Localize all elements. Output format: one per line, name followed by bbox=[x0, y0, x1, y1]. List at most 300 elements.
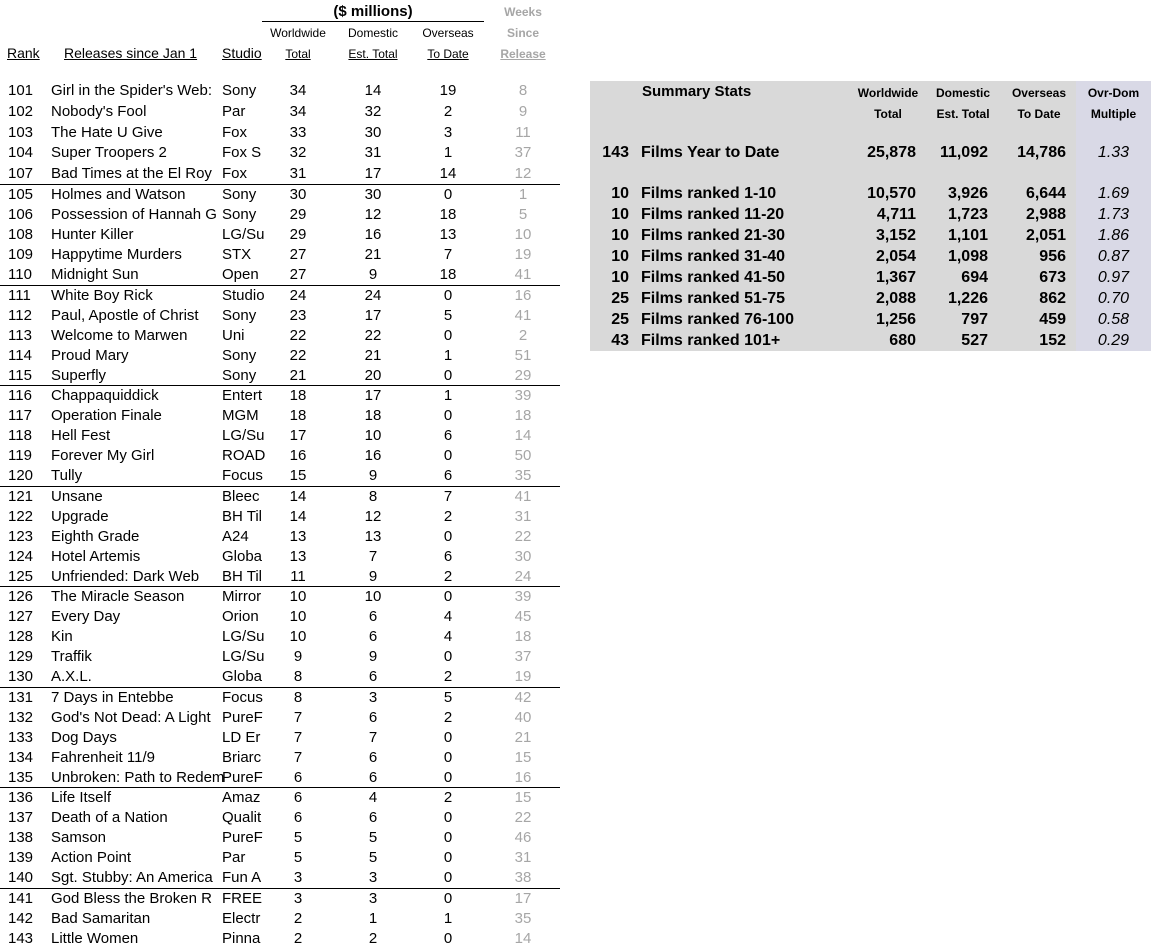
studio-cell: Amaz bbox=[222, 789, 261, 806]
summary-count: 25 bbox=[611, 290, 629, 307]
weeks-cell: 1 bbox=[518, 186, 528, 203]
rank-cell: 114 bbox=[8, 346, 32, 364]
weeks-cell: 39 bbox=[514, 387, 532, 404]
domestic-cell: 2 bbox=[368, 929, 378, 947]
summary-label: Films Year to Date bbox=[641, 144, 780, 161]
table-row bbox=[0, 889, 560, 909]
rank-cell: 142 bbox=[8, 909, 34, 927]
domestic-cell: 9 bbox=[368, 467, 378, 485]
studio-cell: Studio bbox=[222, 286, 265, 304]
title-cell: Midnight Sun bbox=[51, 266, 139, 284]
title-cell: Eighth Grade bbox=[51, 527, 140, 545]
summary-domestic: 1,098 bbox=[947, 248, 988, 265]
summary-row bbox=[590, 204, 1151, 225]
table-row bbox=[0, 667, 560, 687]
title-cell: Unbroken: Path to Redem bbox=[51, 768, 225, 786]
summary-label: Films ranked 51-75 bbox=[641, 290, 786, 307]
worldwide-cell: 14 bbox=[289, 487, 307, 505]
worldwide-cell: 34 bbox=[289, 102, 307, 120]
weeks-cell: 51 bbox=[514, 346, 532, 364]
weeks-cell: 45 bbox=[514, 608, 532, 626]
studio-cell: PureF bbox=[222, 708, 263, 726]
domestic-cell: 21 bbox=[364, 246, 382, 264]
studio-cell: Bleec bbox=[222, 487, 260, 505]
weeks-cell: 11 bbox=[515, 123, 531, 141]
studio-cell: Electr bbox=[222, 909, 261, 927]
worldwide-cell: 2 bbox=[293, 909, 303, 927]
title-cell: Life Itself bbox=[51, 789, 112, 806]
weeks-cell: 10 bbox=[514, 226, 532, 244]
summary-count: 10 bbox=[611, 248, 629, 265]
title-cell: Operation Finale bbox=[51, 407, 162, 425]
table-row bbox=[0, 808, 560, 828]
weeks-cell: 24 bbox=[514, 567, 532, 585]
rank-cell: 139 bbox=[8, 849, 34, 867]
summary-worldwide: 2,088 bbox=[875, 290, 916, 307]
summary-ovs-header-1: Overseas bbox=[1011, 86, 1067, 100]
rank-cell: 123 bbox=[8, 527, 34, 545]
studio-cell: Sony bbox=[222, 186, 257, 203]
summary-label: Films ranked 1-10 bbox=[641, 185, 777, 202]
title-cell: The Hate U Give bbox=[51, 123, 163, 141]
summary-mult-header-1: Ovr-Dom bbox=[1087, 86, 1140, 100]
summary-multiple: 1.33 bbox=[1097, 144, 1130, 161]
overseas-cell: 1 bbox=[443, 346, 453, 364]
rank-cell: 124 bbox=[8, 547, 34, 565]
table-row bbox=[0, 647, 560, 667]
worldwide-cell: 7 bbox=[293, 708, 303, 726]
rank-header: Rank bbox=[7, 45, 40, 61]
table-row bbox=[0, 728, 560, 748]
rank-cell: 113 bbox=[8, 326, 32, 344]
weeks-cell: 2 bbox=[518, 326, 528, 344]
rank-cell: 106 bbox=[8, 206, 34, 224]
weeks-cell: 22 bbox=[514, 527, 532, 545]
studio-cell: Fun A bbox=[222, 869, 262, 887]
overseas-cell: 19 bbox=[439, 82, 457, 99]
rank-cell: 103 bbox=[8, 123, 34, 141]
table-row bbox=[0, 386, 560, 406]
overseas-cell: 0 bbox=[443, 366, 453, 384]
worldwide-cell: 14 bbox=[289, 507, 307, 525]
worldwide-cell: 6 bbox=[293, 768, 303, 786]
title-cell: Holmes and Watson bbox=[51, 186, 186, 203]
overseas-cell: 0 bbox=[443, 447, 453, 465]
table-row bbox=[0, 828, 560, 848]
rank-cell: 112 bbox=[8, 306, 32, 324]
overseas-cell: 7 bbox=[443, 487, 453, 505]
domestic-cell: 30 bbox=[364, 123, 382, 141]
overseas-cell: 0 bbox=[443, 768, 453, 786]
weeks-cell: 41 bbox=[514, 266, 532, 284]
overseas-cell: 2 bbox=[443, 708, 453, 726]
studio-cell: Focus bbox=[222, 467, 263, 485]
overseas-cell: 0 bbox=[443, 829, 453, 847]
worldwide-cell: 7 bbox=[293, 728, 303, 746]
summary-worldwide: 2,054 bbox=[875, 248, 916, 265]
table-row bbox=[0, 306, 560, 326]
summary-domestic: 11,092 bbox=[939, 144, 988, 161]
rank-cell: 130 bbox=[8, 668, 34, 686]
studio-cell: Par bbox=[222, 102, 246, 120]
summary-count: 10 bbox=[611, 227, 629, 244]
summary-row bbox=[590, 246, 1151, 267]
weeks-cell: 30 bbox=[514, 547, 532, 565]
table-row bbox=[0, 788, 560, 808]
domestic-cell: 12 bbox=[364, 507, 382, 525]
weeks-cell: 5 bbox=[518, 206, 528, 224]
rank-cell: 134 bbox=[8, 748, 34, 766]
summary-multiple: 0.87 bbox=[1097, 248, 1130, 265]
studio-cell: FREE bbox=[222, 889, 263, 907]
overseas-cell: 4 bbox=[443, 608, 453, 626]
weeks-cell: 15 bbox=[514, 748, 532, 766]
domestic-cell: 1 bbox=[368, 909, 378, 927]
table-row bbox=[0, 143, 560, 163]
summary-worldwide: 4,711 bbox=[876, 206, 916, 223]
worldwide-cell: 6 bbox=[293, 809, 303, 827]
title-cell: Hell Fest bbox=[51, 427, 111, 445]
rank-cell: 138 bbox=[8, 829, 34, 847]
summary-dom-header-1: Domestic bbox=[935, 86, 991, 100]
table-row bbox=[0, 225, 560, 245]
worldwide-cell: 22 bbox=[289, 346, 307, 364]
title-cell: Super Troopers 2 bbox=[51, 144, 167, 162]
domestic-cell: 30 bbox=[364, 186, 382, 203]
table-row bbox=[0, 748, 560, 768]
weeks-cell: 29 bbox=[514, 366, 532, 384]
summary-worldwide: 3,152 bbox=[875, 227, 916, 244]
summary-domestic: 694 bbox=[961, 269, 988, 286]
studio-cell: LD Er bbox=[222, 728, 261, 746]
table-row bbox=[0, 346, 560, 366]
summary-worldwide: 1,256 bbox=[875, 311, 916, 328]
rank-cell: 109 bbox=[8, 246, 34, 264]
table-row bbox=[0, 688, 560, 708]
domestic-cell: 24 bbox=[364, 286, 382, 304]
domestic-cell: 17 bbox=[364, 306, 382, 324]
title-cell: Upgrade bbox=[51, 507, 109, 525]
title-cell: The Miracle Season bbox=[51, 588, 185, 605]
summary-label: Films ranked 41-50 bbox=[641, 269, 786, 286]
studio-cell: Sony bbox=[222, 306, 257, 324]
weeks-cell: 19 bbox=[514, 668, 532, 686]
title-cell: Fahrenheit 11/9 bbox=[51, 748, 155, 766]
table-row bbox=[0, 929, 560, 949]
overseas-cell: 5 bbox=[443, 306, 453, 324]
summary-worldwide: 680 bbox=[889, 332, 916, 349]
domestic-cell: 18 bbox=[364, 407, 382, 425]
title-cell: Little Women bbox=[51, 929, 139, 947]
summary-multiple: 1.69 bbox=[1097, 185, 1130, 202]
table-row bbox=[0, 627, 560, 647]
studio-cell: Fox bbox=[222, 123, 248, 141]
title-cell: God Bless the Broken R bbox=[51, 889, 212, 907]
overseas-cell: 1 bbox=[443, 909, 453, 927]
overseas-cell: 0 bbox=[443, 588, 453, 605]
summary-overseas: 2,988 bbox=[1025, 206, 1066, 223]
domestic-cell: 16 bbox=[364, 226, 382, 244]
worldwide-cell: 22 bbox=[289, 326, 307, 344]
title-cell: Sgt. Stubby: An America bbox=[51, 869, 213, 887]
title-cell: Hotel Artemis bbox=[51, 547, 141, 565]
studio-cell: Uni bbox=[222, 326, 245, 344]
summary-row bbox=[590, 142, 1151, 163]
weeks-cell: 19 bbox=[514, 246, 532, 264]
domestic-cell: 7 bbox=[368, 547, 378, 565]
worldwide-cell: 17 bbox=[289, 427, 307, 445]
table-row bbox=[0, 768, 560, 788]
table-row bbox=[0, 527, 560, 547]
worldwide-cell: 32 bbox=[289, 144, 307, 162]
overseas-cell: 0 bbox=[443, 889, 453, 907]
domestic-cell: 17 bbox=[364, 387, 382, 404]
summary-mult-header-2: Multiple bbox=[1090, 107, 1137, 121]
weeks-cell: 37 bbox=[514, 648, 532, 666]
weeks-cell: 41 bbox=[514, 306, 532, 324]
summary-multiple: 0.29 bbox=[1097, 332, 1130, 349]
table-row bbox=[0, 245, 560, 265]
studio-cell: A24 bbox=[222, 527, 249, 545]
title-cell: Nobody's Fool bbox=[51, 102, 147, 120]
domestic-cell: 31 bbox=[364, 144, 382, 162]
domestic-cell: 32 bbox=[364, 102, 382, 120]
summary-row bbox=[590, 309, 1151, 330]
domestic-header-line1: Domestic bbox=[347, 26, 398, 40]
studio-cell: PureF bbox=[222, 829, 263, 847]
rank-cell: 129 bbox=[8, 648, 34, 666]
summary-ovs-header-2: To Date bbox=[1017, 107, 1061, 121]
summary-ww-header-1: Worldwide bbox=[857, 86, 919, 100]
domestic-cell: 20 bbox=[364, 366, 382, 384]
rank-cell: 118 bbox=[8, 427, 32, 445]
worldwide-cell: 15 bbox=[289, 467, 307, 485]
domestic-cell: 9 bbox=[368, 648, 378, 666]
table-row bbox=[0, 446, 560, 466]
weeks-cell: 14 bbox=[514, 427, 532, 445]
domestic-cell: 4 bbox=[368, 789, 378, 806]
rank-cell: 104 bbox=[8, 144, 34, 162]
title-cell: Tully bbox=[51, 467, 83, 485]
weeks-cell: 35 bbox=[514, 467, 532, 485]
domestic-cell: 13 bbox=[364, 527, 382, 545]
overseas-cell: 6 bbox=[443, 467, 453, 485]
table-row bbox=[0, 102, 560, 122]
rank-cell: 102 bbox=[8, 102, 34, 120]
summary-label: Films ranked 76-100 bbox=[641, 311, 794, 328]
studio-cell: LG/Su bbox=[222, 648, 265, 666]
summary-multiple: 1.73 bbox=[1097, 206, 1130, 223]
overseas-cell: 5 bbox=[443, 688, 453, 706]
worldwide-cell: 21 bbox=[289, 366, 307, 384]
overseas-cell: 0 bbox=[443, 527, 453, 545]
rank-cell: 137 bbox=[8, 809, 34, 827]
studio-cell: Qualit bbox=[222, 809, 262, 827]
summary-domestic: 1,723 bbox=[947, 206, 988, 223]
weeks-cell: 14 bbox=[514, 929, 532, 947]
domestic-cell: 8 bbox=[368, 487, 378, 505]
domestic-cell: 6 bbox=[368, 768, 378, 786]
weeks-cell: 21 bbox=[514, 728, 532, 746]
domestic-cell: 3 bbox=[368, 889, 378, 907]
studio-cell: Open bbox=[222, 266, 259, 284]
table-row bbox=[0, 868, 560, 888]
overseas-cell: 6 bbox=[443, 427, 453, 445]
weeks-cell: 31 bbox=[514, 849, 532, 867]
worldwide-cell: 2 bbox=[293, 929, 303, 947]
rank-cell: 125 bbox=[8, 567, 34, 585]
rank-cell: 133 bbox=[8, 728, 34, 746]
summary-overseas: 673 bbox=[1039, 269, 1066, 286]
releases-header: Releases since Jan 1 bbox=[64, 45, 198, 61]
table-row bbox=[0, 426, 560, 446]
weeks-cell: 16 bbox=[514, 768, 532, 786]
overseas-cell: 6 bbox=[443, 547, 453, 565]
studio-cell: Fox S bbox=[222, 144, 262, 162]
domestic-cell: 21 bbox=[364, 346, 382, 364]
worldwide-cell: 10 bbox=[289, 588, 307, 605]
overseas-cell: 2 bbox=[443, 507, 453, 525]
summary-domestic: 527 bbox=[961, 332, 988, 349]
studio-cell: Globa bbox=[222, 668, 263, 686]
weeks-cell: 38 bbox=[514, 869, 532, 887]
worldwide-header-line2: Total bbox=[285, 47, 311, 61]
weeks-cell: 18 bbox=[514, 628, 532, 646]
title-cell: Unsane bbox=[51, 487, 103, 505]
weeks-cell: 40 bbox=[514, 708, 532, 726]
units-header: ($ millions) bbox=[333, 3, 413, 20]
title-cell: Death of a Nation bbox=[51, 809, 168, 827]
title-cell: White Boy Rick bbox=[51, 286, 153, 304]
title-cell: Bad Samaritan bbox=[51, 909, 151, 927]
worldwide-cell: 18 bbox=[289, 387, 307, 404]
rank-cell: 116 bbox=[8, 387, 32, 404]
rank-cell: 101 bbox=[8, 82, 34, 99]
title-cell: Hunter Killer bbox=[51, 226, 134, 244]
worldwide-cell: 5 bbox=[293, 829, 303, 847]
summary-count: 143 bbox=[602, 144, 629, 161]
domestic-cell: 6 bbox=[368, 748, 378, 766]
studio-cell: PureF bbox=[222, 768, 263, 786]
worldwide-cell: 5 bbox=[293, 849, 303, 867]
table-row bbox=[0, 123, 560, 143]
table-row bbox=[0, 366, 560, 386]
table-row bbox=[0, 909, 560, 929]
weeks-cell: 18 bbox=[514, 407, 532, 425]
worldwide-cell: 27 bbox=[289, 246, 307, 264]
overseas-cell: 0 bbox=[443, 869, 453, 887]
overseas-cell: 13 bbox=[439, 226, 457, 244]
studio-cell: Focus bbox=[222, 688, 263, 706]
domestic-cell: 6 bbox=[368, 608, 378, 626]
domestic-header-line2: Est. Total bbox=[348, 47, 398, 61]
domestic-cell: 17 bbox=[364, 165, 382, 183]
rank-cell: 141 bbox=[8, 889, 34, 907]
overseas-cell: 0 bbox=[443, 849, 453, 867]
title-cell: Unfriended: Dark Web bbox=[51, 567, 200, 585]
worldwide-cell: 13 bbox=[289, 547, 307, 565]
worldwide-cell: 9 bbox=[293, 648, 303, 666]
studio-cell: Entert bbox=[222, 387, 263, 404]
title-cell: Traffik bbox=[51, 648, 92, 666]
weeks-cell: 8 bbox=[518, 82, 528, 99]
worldwide-cell: 29 bbox=[289, 206, 307, 224]
worldwide-cell: 29 bbox=[289, 226, 307, 244]
weeks-cell: 31 bbox=[514, 507, 532, 525]
table-row bbox=[0, 286, 560, 306]
summary-worldwide: 25,878 bbox=[867, 144, 916, 161]
studio-cell: Mirror bbox=[222, 588, 262, 605]
units-underline bbox=[262, 21, 484, 22]
studio-cell: Sony bbox=[222, 82, 257, 99]
studio-cell: Globa bbox=[222, 547, 263, 565]
worldwide-cell: 7 bbox=[293, 748, 303, 766]
rank-cell: 136 bbox=[8, 789, 34, 806]
studio-cell: Briarc bbox=[222, 748, 262, 766]
studio-cell: ROAD bbox=[222, 447, 266, 465]
table-row bbox=[0, 406, 560, 426]
table-row bbox=[0, 567, 560, 587]
domestic-cell: 7 bbox=[368, 728, 378, 746]
rank-cell: 120 bbox=[8, 467, 34, 485]
summary-overseas: 2,051 bbox=[1025, 227, 1066, 244]
title-cell: Paul, Apostle of Christ bbox=[51, 306, 199, 324]
rank-cell: 140 bbox=[8, 869, 34, 887]
studio-header: Studio bbox=[222, 45, 262, 61]
overseas-cell: 0 bbox=[443, 326, 453, 344]
studio-cell: Orion bbox=[222, 608, 259, 626]
summary-multiple: 0.70 bbox=[1097, 290, 1130, 307]
rank-cell: 105 bbox=[8, 186, 34, 203]
studio-cell: Pinna bbox=[222, 929, 261, 947]
domestic-cell: 16 bbox=[364, 447, 382, 465]
rank-cell: 126 bbox=[8, 588, 34, 605]
rank-cell: 111 bbox=[8, 286, 31, 304]
overseas-cell: 2 bbox=[443, 668, 453, 686]
weeks-cell: 39 bbox=[514, 588, 532, 605]
weeks-cell: 15 bbox=[514, 789, 532, 806]
overseas-cell: 0 bbox=[443, 728, 453, 746]
weeks-header-line1: Weeks bbox=[504, 5, 542, 19]
domestic-cell: 3 bbox=[368, 869, 378, 887]
summary-row bbox=[590, 330, 1151, 351]
summary-title: Summary Stats bbox=[642, 83, 752, 100]
overseas-cell: 0 bbox=[443, 407, 453, 425]
studio-cell: Sony bbox=[222, 366, 257, 384]
summary-row bbox=[590, 267, 1151, 288]
worldwide-cell: 23 bbox=[289, 306, 307, 324]
summary-count: 43 bbox=[611, 332, 629, 349]
summary-count: 10 bbox=[611, 206, 629, 223]
summary-ww-header-2: Total bbox=[874, 107, 902, 121]
table-row bbox=[0, 81, 560, 101]
table-row bbox=[0, 848, 560, 868]
overseas-cell: 0 bbox=[443, 286, 453, 304]
title-cell: Happytime Murders bbox=[51, 246, 182, 264]
weeks-header-line3: Release bbox=[500, 47, 546, 61]
worldwide-cell: 24 bbox=[289, 286, 307, 304]
weeks-cell: 46 bbox=[514, 829, 532, 847]
overseas-cell: 3 bbox=[443, 123, 453, 141]
rank-cell: 122 bbox=[8, 507, 34, 525]
domestic-cell: 9 bbox=[368, 567, 378, 585]
worldwide-cell: 31 bbox=[289, 165, 307, 183]
summary-count: 10 bbox=[611, 185, 629, 202]
title-cell: A.X.L. bbox=[51, 668, 92, 686]
summary-domestic: 797 bbox=[961, 311, 988, 328]
summary-multiple: 0.97 bbox=[1097, 269, 1130, 286]
table-row bbox=[0, 547, 560, 567]
